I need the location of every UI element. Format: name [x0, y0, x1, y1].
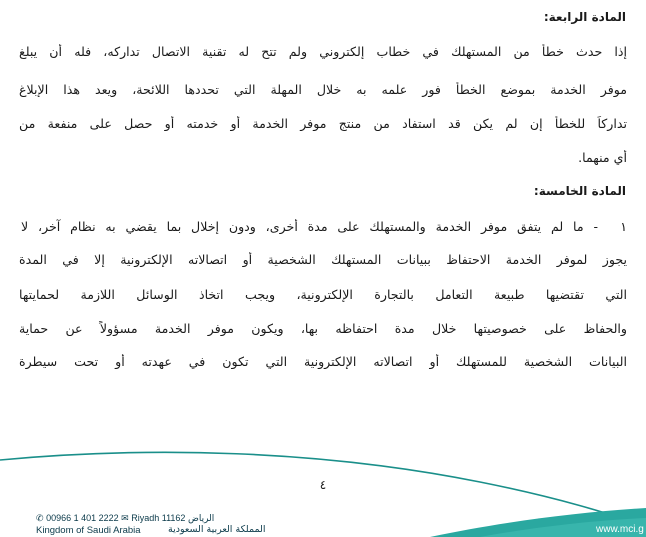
article-4-heading: المادة الرابعة:: [543, 10, 626, 24]
phone-icon: ✆: [36, 513, 44, 523]
article-4-line: موفر الخدمة بموضع الخطأ فور علمه به خلال المهلة التي تحددها اللائحة، ويعد هذا الإبلاغ: [19, 82, 627, 97]
article-5-line: التي تقتضيها طبيعة التعامل بالتجارة الإلكترونية، ويجب اتخاذ الوسائل اللازمة لحمايتها: [19, 287, 627, 302]
article-4-line: إذا حدث خطأ من المستهلك في خطاب إلكتروني ولم تتح له تقنية الاتصال تداركه، فله أن يبلغ: [19, 44, 627, 59]
footer-contact: [36, 513, 214, 524]
article-5-heading: المادة الخامسة:: [533, 184, 626, 198]
article-5-line: والحفاظ على خصوصيتها خلال مدة احتفاظه بها، ويكون موفر الخدمة مسؤولاً عن حماية: [19, 321, 627, 336]
article-5-line: - ما لم يتفق موفر الخدمة والمستهلك على مدة أخرى، ودون إخلال بما يقضي به نظام آخر، لا: [21, 219, 598, 234]
article-4-line: تداركاً للخطأ إن لم يكن قد استفاد من منتج موفر الخدمة أو خدمته أو حصل على منفعة من: [19, 116, 627, 131]
article-5-line: البيانات الشخصية للمستهلك أو اتصالاته الإلكترونية التي تكون في عهدته أو تحت سيطرة: [19, 354, 627, 369]
footer-website[interactable]: www.mci.g: [596, 524, 644, 535]
mail-icon: ✉: [121, 513, 129, 523]
article-5-line: يجوز لموفر الخدمة الاحتفاظ ببيانات المستهلك الشخصية أو اتصالاته الإلكترونية إلا في المدة: [19, 252, 627, 267]
footer-country-en: Kingdom of Saudi Arabia: [36, 525, 141, 536]
article-4-line: أي منهما.: [578, 150, 627, 165]
list-item-number: ١: [620, 219, 627, 234]
footer-country-ar: المملكة العربية السعودية: [168, 524, 266, 535]
footer-phone: 00966 1 401 2222: [46, 513, 119, 523]
footer-city-en: Riyadh 11162: [131, 513, 186, 523]
page-number: ٤: [319, 478, 327, 492]
footer-city-ar: الرياض: [187, 514, 215, 524]
